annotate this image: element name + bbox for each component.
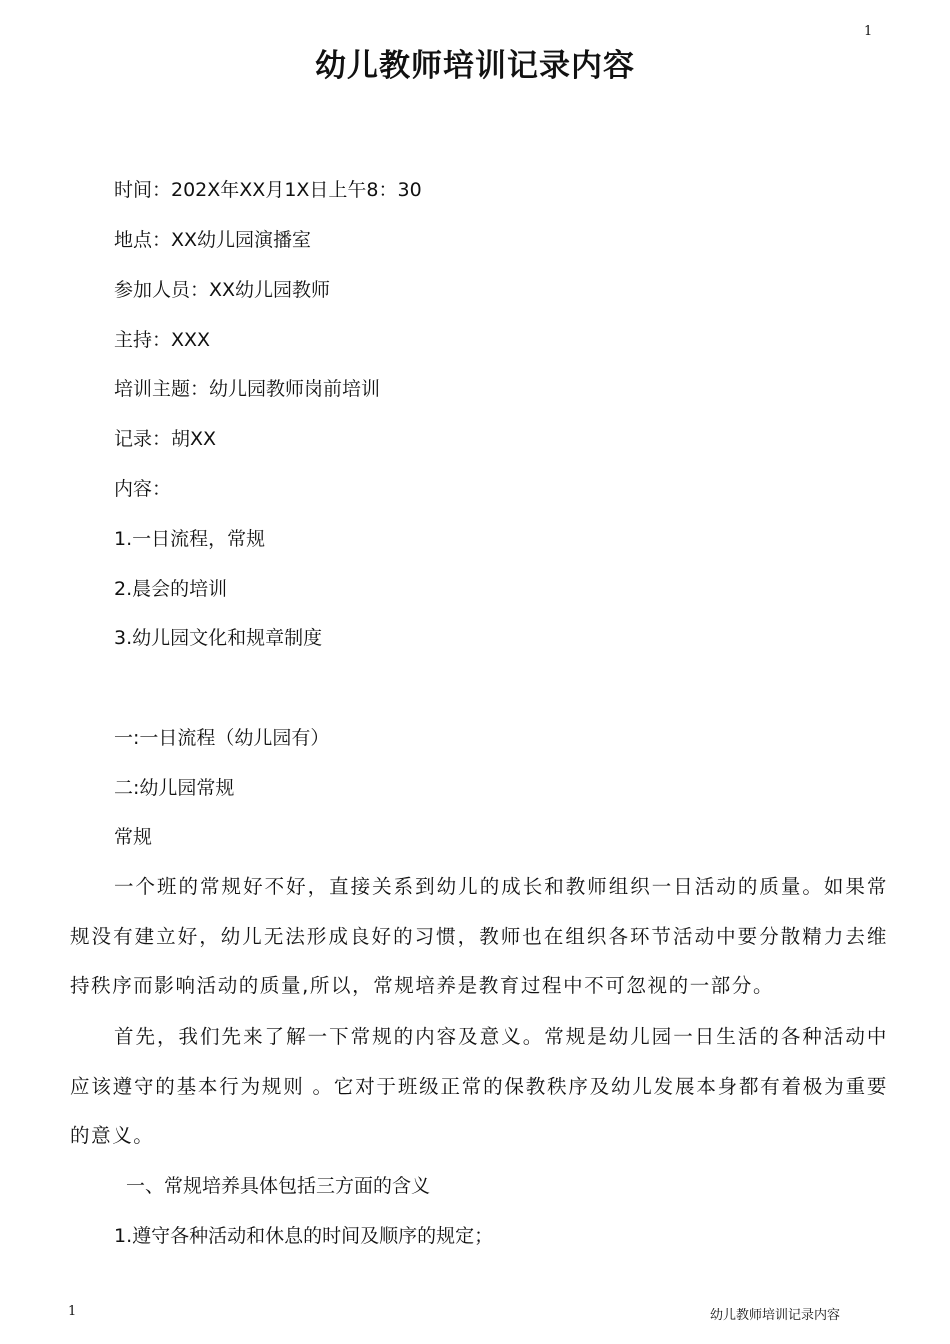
footer-page-number: 1 [68,1304,77,1319]
content-item: 3.幼儿园文化和规章制度 [114,627,323,649]
info-participants: 参加人员：XX幼儿园教师 [114,279,331,301]
info-host: 主持：XXX [114,329,211,351]
body-paragraph: 首先，我们先来了解一下常规的内容及意义。常规是幼儿园一日生活的各种活动中应该遵守的基本行为规则 。它对于班级正常的保教秩序及幼儿发展本身都有着极为重要的意义。 [70,1025,888,1147]
header-page-number: 1 [864,24,873,39]
section-heading-1: 一:一日流程（幼儿园有） [114,727,330,749]
content-item: 2.晨会的培训 [114,578,228,600]
info-place: 地点：XX幼儿园演播室 [114,229,312,251]
section-heading-2: 二:幼儿园常规 [114,777,235,799]
info-theme: 培训主题：幼儿园教师岗前培训 [114,378,381,400]
content-label: 内容： [114,478,172,500]
info-recorder: 记录：胡XX [114,428,217,450]
sub-heading: 常规 [114,826,153,848]
footer-doc-title: 幼儿教师培训记录内容 [710,1308,841,1323]
list-item: 1.遵守各种活动和休息的时间及顺序的规定； [114,1225,494,1247]
document-title: 幼儿教师培训记录内容 [315,48,635,84]
body-paragraph: 一个班的常规好不好，直接关系到幼儿的成长和教师组织一日活动的质量。如果常规没有建立好，幼儿无法形成良好的习惯，教师也在组织各环节活动中要分散精力去维持秩序而影响活动的质量,所以，常规培养是教育过程中不可忽视的一部分。 [70,875,888,997]
subheading: 一、常规培养具体包括三方面的含义 [126,1175,431,1197]
info-time: 时间：202X年XX月1X日上午8：30 [114,179,422,201]
content-item: 1.一日流程，常规 [114,528,266,550]
